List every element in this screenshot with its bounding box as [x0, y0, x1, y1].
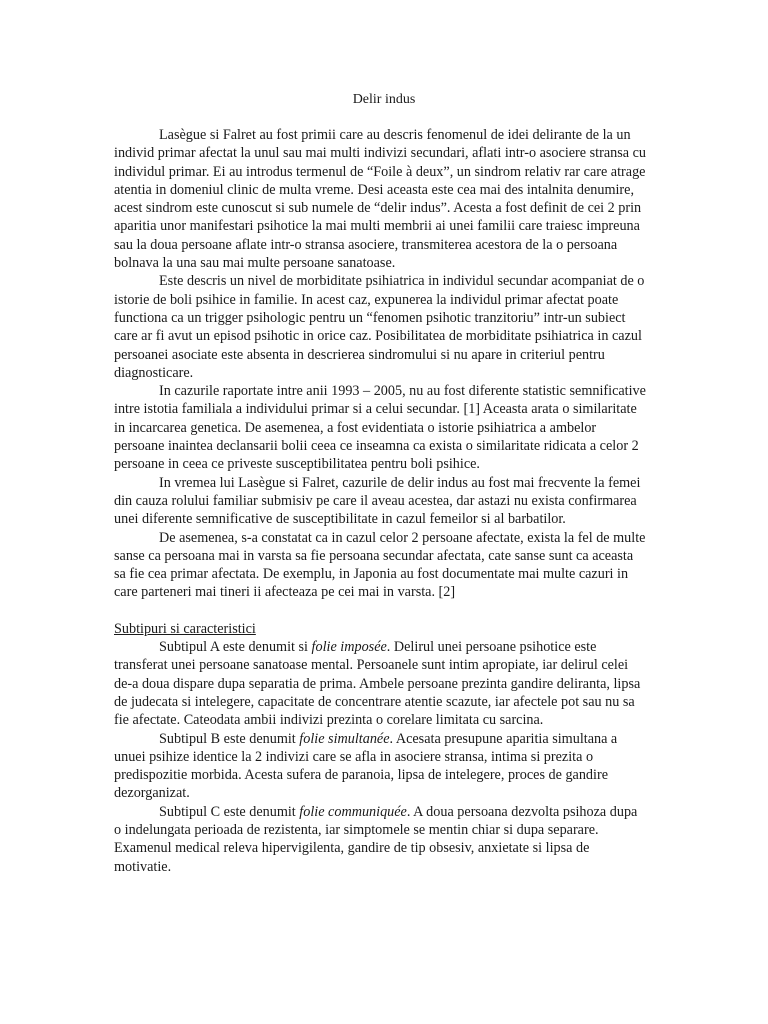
subtype-a-text-after: . Delirul unei persoane psihotice este transferat unei persoane sanatoase mental. Persoanele sunt intim apropiate, iar delirul celei de-a doua dispare dupa separatia de prima. Ambele persoane prezinta gandire deliranta, lipsa de judecata si intelegere, capacitate de concentrare atentie scazute, iar afectele pot sau nu sa fie afectate. Cateodata ambii indivizi prezinta o corelare limitata cu sarcina.	[114, 639, 641, 729]
paragraph-intro-5: De asemenea, s-a constatat ca in cazul celor 2 persoane afectate, exista la fel de multe sanse ca persoana mai in varsta sa fie persoana secundar afectata, cate sanse sunt ca aceasta sa fie cea primar afectata. De exemplu, in Japonia au fost documentate mai multe cazuri in care parteneri mai tineri ii afecteaza pe cei mai in varsta. [2]	[114, 529, 646, 601]
document-body	[114, 126, 646, 876]
document-title: Delir indus	[352, 92, 416, 107]
paragraph-intro-2: Este descris un nivel de morbiditate psihiatrica in individul secundar acompaniat de o istorie de boli psihice in familie. In acest caz, expunerea la individul primar afectat poate functiona ca un trigger psihologic pentru un “fenomen psihotic tranzitoriu” intr-un subiect care ar fi avut un episod psihotic in orice caz. Posibilitatea de morbiditate psihiatrica in cazul persoanei asociate este absenta in descrierea sindromului si nu apare in criteriul pentru diagnosticare.	[114, 273, 645, 381]
paragraph-subtype-a	[114, 638, 646, 729]
subtype-c-term: folie communiquée	[299, 803, 407, 820]
subtype-b-term: folie simultanée	[299, 730, 390, 747]
section-heading-subtypes: Subtipuri si caracteristici	[114, 620, 256, 637]
subtype-c-text-after: . A doua persoana dezvolta psihoza dupa o indelungata perioada de rezistenta, iar simptomele se mentin chiar si dupa separare. Examenul medical releva hipervigilenta, gandire de tip obsesiv, anxietate si lipsa de motivatie.	[114, 803, 638, 875]
paragraph-subtype-b	[114, 730, 646, 803]
subtype-a-term: folie imposée	[311, 639, 387, 656]
paragraph-subtype-c	[114, 803, 646, 876]
subtype-c-text-before: Subtipul C este denumit	[159, 803, 300, 820]
subtype-a-text-before: Subtipul A este denumit si	[159, 639, 312, 656]
paragraph-intro-4: In vremea lui Lasègue si Falret, cazurile de delir indus au fost mai frecvente la femei din cauza rolului familiar submisiv pe care il aveau acestea, dar astazi nu exista confirmarea unei diferente semnificative de susceptibilitate in cazul femeilor si al barbatilor.	[114, 474, 641, 528]
subtype-b-text-before: Subtipul B este denumit	[159, 730, 300, 747]
paragraph-intro-1: Lasègue si Falret au fost primii care au descris fenomenul de idei delirante de la un individ primar afectat la unul sau mai multi indivizi secundari, aflati intr-o asociere stransa cu individul primar. Ei au introdus termenul de “Foile à deux”, un sindrom relativ rar care atrage atentia in domeniul clinic de multa vreme. Desi aceasta este cea mai des intalnita denumire, acest sindrom este cunoscut si sub numele de “delir indus”. Acesta a fost definit de cei 2 prin aparitia unor manifestari psihotice la mai multi membrii ai unei familii care traiesc impreuna sau la doua persoane aflate intr-o stransa asociere, transmiterea acestora de la o persoana bolnava la una sau mai multe persoane sanatoase.	[114, 127, 646, 272]
paragraph-intro-3: In cazurile raportate intre anii 1993 – 2005, nu au fost diferente statistic semnificative intre istotia familiala a individului primar si a celui secundar. [1] Aceasta arata o similaritate in incarcarea genetica. De asemenea, a fost evidentiata o istorie psihiatrica a ambelor persoane inaintea declansarii bolii ceea ce inseamna ca exista o similaritate ridicata a celor 2 persoane in ceea ce priveste susceptibilitatea pentru boli psihice.	[114, 383, 646, 473]
subtype-b-text-after: . Acesata presupune aparitia simultana a unuei psihize identice la 2 indivizi care se afla in asociere stransa, intima si prezita o predispozitie morbida. Acesta sufera de paranoia, lipsa de intelegere, proces de gandire dezorganizat.	[114, 730, 618, 802]
